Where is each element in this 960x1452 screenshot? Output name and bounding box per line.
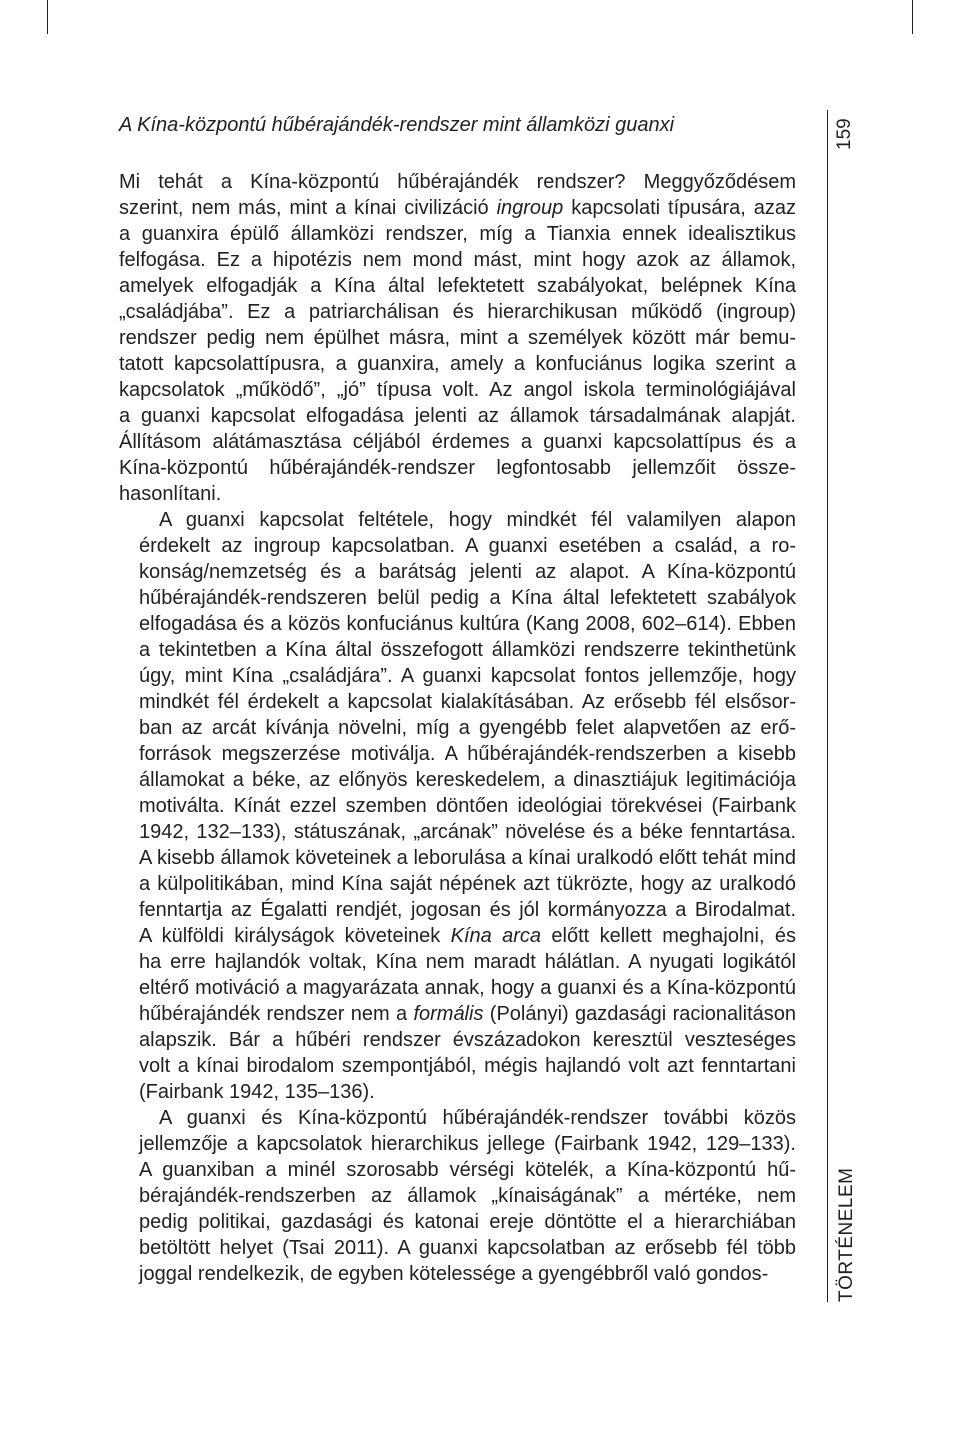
text-line: alapszik. Bár a hűbéri rendszer évszázadokon keresztül veszteséges — [139, 1029, 796, 1051]
text-line: 1942, 132–133), státuszának, „arcának” növelése és a béke fenntartása. — [139, 821, 796, 843]
text-line: A kisebb államok követeinek a leborulása a kínai uralkodó előtt tehát mind — [139, 847, 796, 869]
paragraph — [119, 507, 796, 1105]
text-line: konság/nemzetség és a barátság jelenti az alapot. A Kína-központú — [139, 561, 796, 583]
body-text-column — [119, 112, 796, 1287]
text-line: ha erre hajlandók voltak, Kína nem maradt hálátlan. A nyugati logikától — [139, 951, 796, 973]
text-line: joggal rendelkezik, de egyben kötelessége a gyengébbről való gondos- — [139, 1263, 769, 1285]
text-line: a külpolitikában, mind Kína saját népének azt tükrözte, hogy az uralkodó — [139, 873, 796, 895]
text-line: államokat a béke, az előnyös kereskedelem, a dinasztiájuk legitimációja — [139, 769, 796, 791]
text-line: fenntartja az Égalatti rendjét, jogosan és jól kormányozza a Birodalmat. — [139, 899, 796, 921]
text-line: jellemzője a kapcsolatok hierarchikus jellege (Fairbank 1942, 129–133). — [139, 1133, 796, 1155]
text-line: hűbérajándék-rendszeren belül pedig a Kína által lefektetett szabályok — [139, 587, 796, 609]
margin-rule — [827, 110, 828, 1302]
text-line: bérajándék-rendszerben az államok „kínaiságának” a mértéke, nem — [139, 1185, 796, 1207]
text-line: „családjába”. Ez a patriarchálisan és hierarchikusan működő (ingroup) — [119, 301, 796, 323]
text-line: hasonlítani. — [119, 483, 222, 505]
text-line: A guanxi és Kína-központú hűbérajándék-rendszer további közös — [159, 1107, 796, 1129]
text-line: tatott kapcsolattípusra, a guanxira, amely a konfuciánus logika szerint a — [119, 353, 796, 375]
text-line: A guanxiban a minél szorosabb vérségi kötelék, a Kína-központú hű- — [139, 1159, 796, 1181]
page-number: 159 — [834, 118, 855, 150]
text-line: rendszer pedig nem épülhet másra, mint a személyek között már bemu- — [119, 327, 796, 349]
crop-mark-top-right — [912, 0, 913, 34]
text-line: úgy, mint Kína „családjára”. A guanxi kapcsolat fontos jellemzője, hogy — [139, 665, 796, 687]
paragraph — [119, 1105, 796, 1287]
text-line: amelyek elfogadják a Kína által lefektetett szabályokat, belépnek Kína — [119, 275, 796, 297]
text-line: motiválta. Kínát ezzel szemben döntően ideológiai törekvései (Fairbank — [139, 795, 796, 817]
text-line: mindkét fél érdekelt a kapcsolat kialakításában. Az erősebb fél elsősor- — [139, 691, 796, 713]
section-label: TÖRTÉNELEM — [836, 1167, 857, 1302]
text-line: hűbérajándék rendszer nem a formális (Polányi) gazdasági racionalitáson — [139, 1003, 796, 1025]
text-line: felfogása. Ez a hipotézis nem mond mást, mint hogy azok az államok, — [119, 249, 796, 271]
text-line: elfogadása és a közös konfuciánus kultúra (Kang 2008, 602–614). Ebben — [139, 613, 796, 635]
text-line: ban az arcát kívánja növelni, míg a gyengébb felet alapvetően az erő- — [139, 717, 796, 739]
text-line: érdekelt az ingroup kapcsolatban. A guanxi esetében a család, a ro- — [139, 535, 796, 557]
text-line: a tekintetben a Kína által összefogott államközi rendszerre tekinthetünk — [139, 639, 796, 661]
text-line: a guanxira épülő államközi rendszer, míg a Tianxia ennek idealisztikus — [119, 223, 796, 245]
text-line: Mi tehát a Kína-központú hűbérajándék rendszer? Meggyőződésem — [119, 171, 796, 193]
crop-mark-top-left — [47, 0, 48, 34]
text-line: A külföldi királyságok követeinek Kína arca előtt kellett meghajolni, és — [139, 925, 797, 947]
text-line: Kína-központú hűbérajándék-rendszer legfontosabb jellemzőit össze- — [119, 457, 796, 479]
text-line: (Fairbank 1942, 135–136). — [139, 1081, 375, 1103]
text-line: betöltött helyet (Tsai 2011). A guanxi kapcsolatban az erősebb fél több — [139, 1237, 796, 1259]
text-line: Állításom alátámasztása céljából érdemes a guanxi kapcsolattípus és a — [119, 431, 796, 453]
text-line: A guanxi kapcsolat feltétele, hogy mindkét fél valamilyen alapon — [159, 509, 796, 531]
paragraphs — [119, 169, 796, 1287]
text-line: volt a kínai birodalom szempontjából, mégis hajlandó volt azt fenntartani — [139, 1055, 796, 1077]
paragraph — [119, 169, 796, 507]
text-line: szerint, nem más, mint a kínai civilizáció ingroup kapcsolati típusára, azaz — [119, 197, 796, 219]
text-line: a guanxi kapcsolat elfogadása jelenti az államok társadalmának alapját. — [119, 405, 796, 427]
text-line: források megszerzése motiválja. A hűbérajándék-rendszerben a kisebb — [139, 743, 796, 765]
text-line: pedig politikai, gazdasági és katonai ereje döntötte el a hierarchiában — [139, 1211, 796, 1233]
text-line: eltérő motiváció a magyarázata annak, hogy a guanxi és a Kína-központú — [139, 977, 796, 999]
section-heading: A Kína-központú hűbérajándék-rendszer mint államközi guanxi — [119, 114, 675, 136]
text-line: kapcsolatok „működő”, „jó” típusa volt. Az angol iskola terminológiájával — [119, 379, 796, 401]
